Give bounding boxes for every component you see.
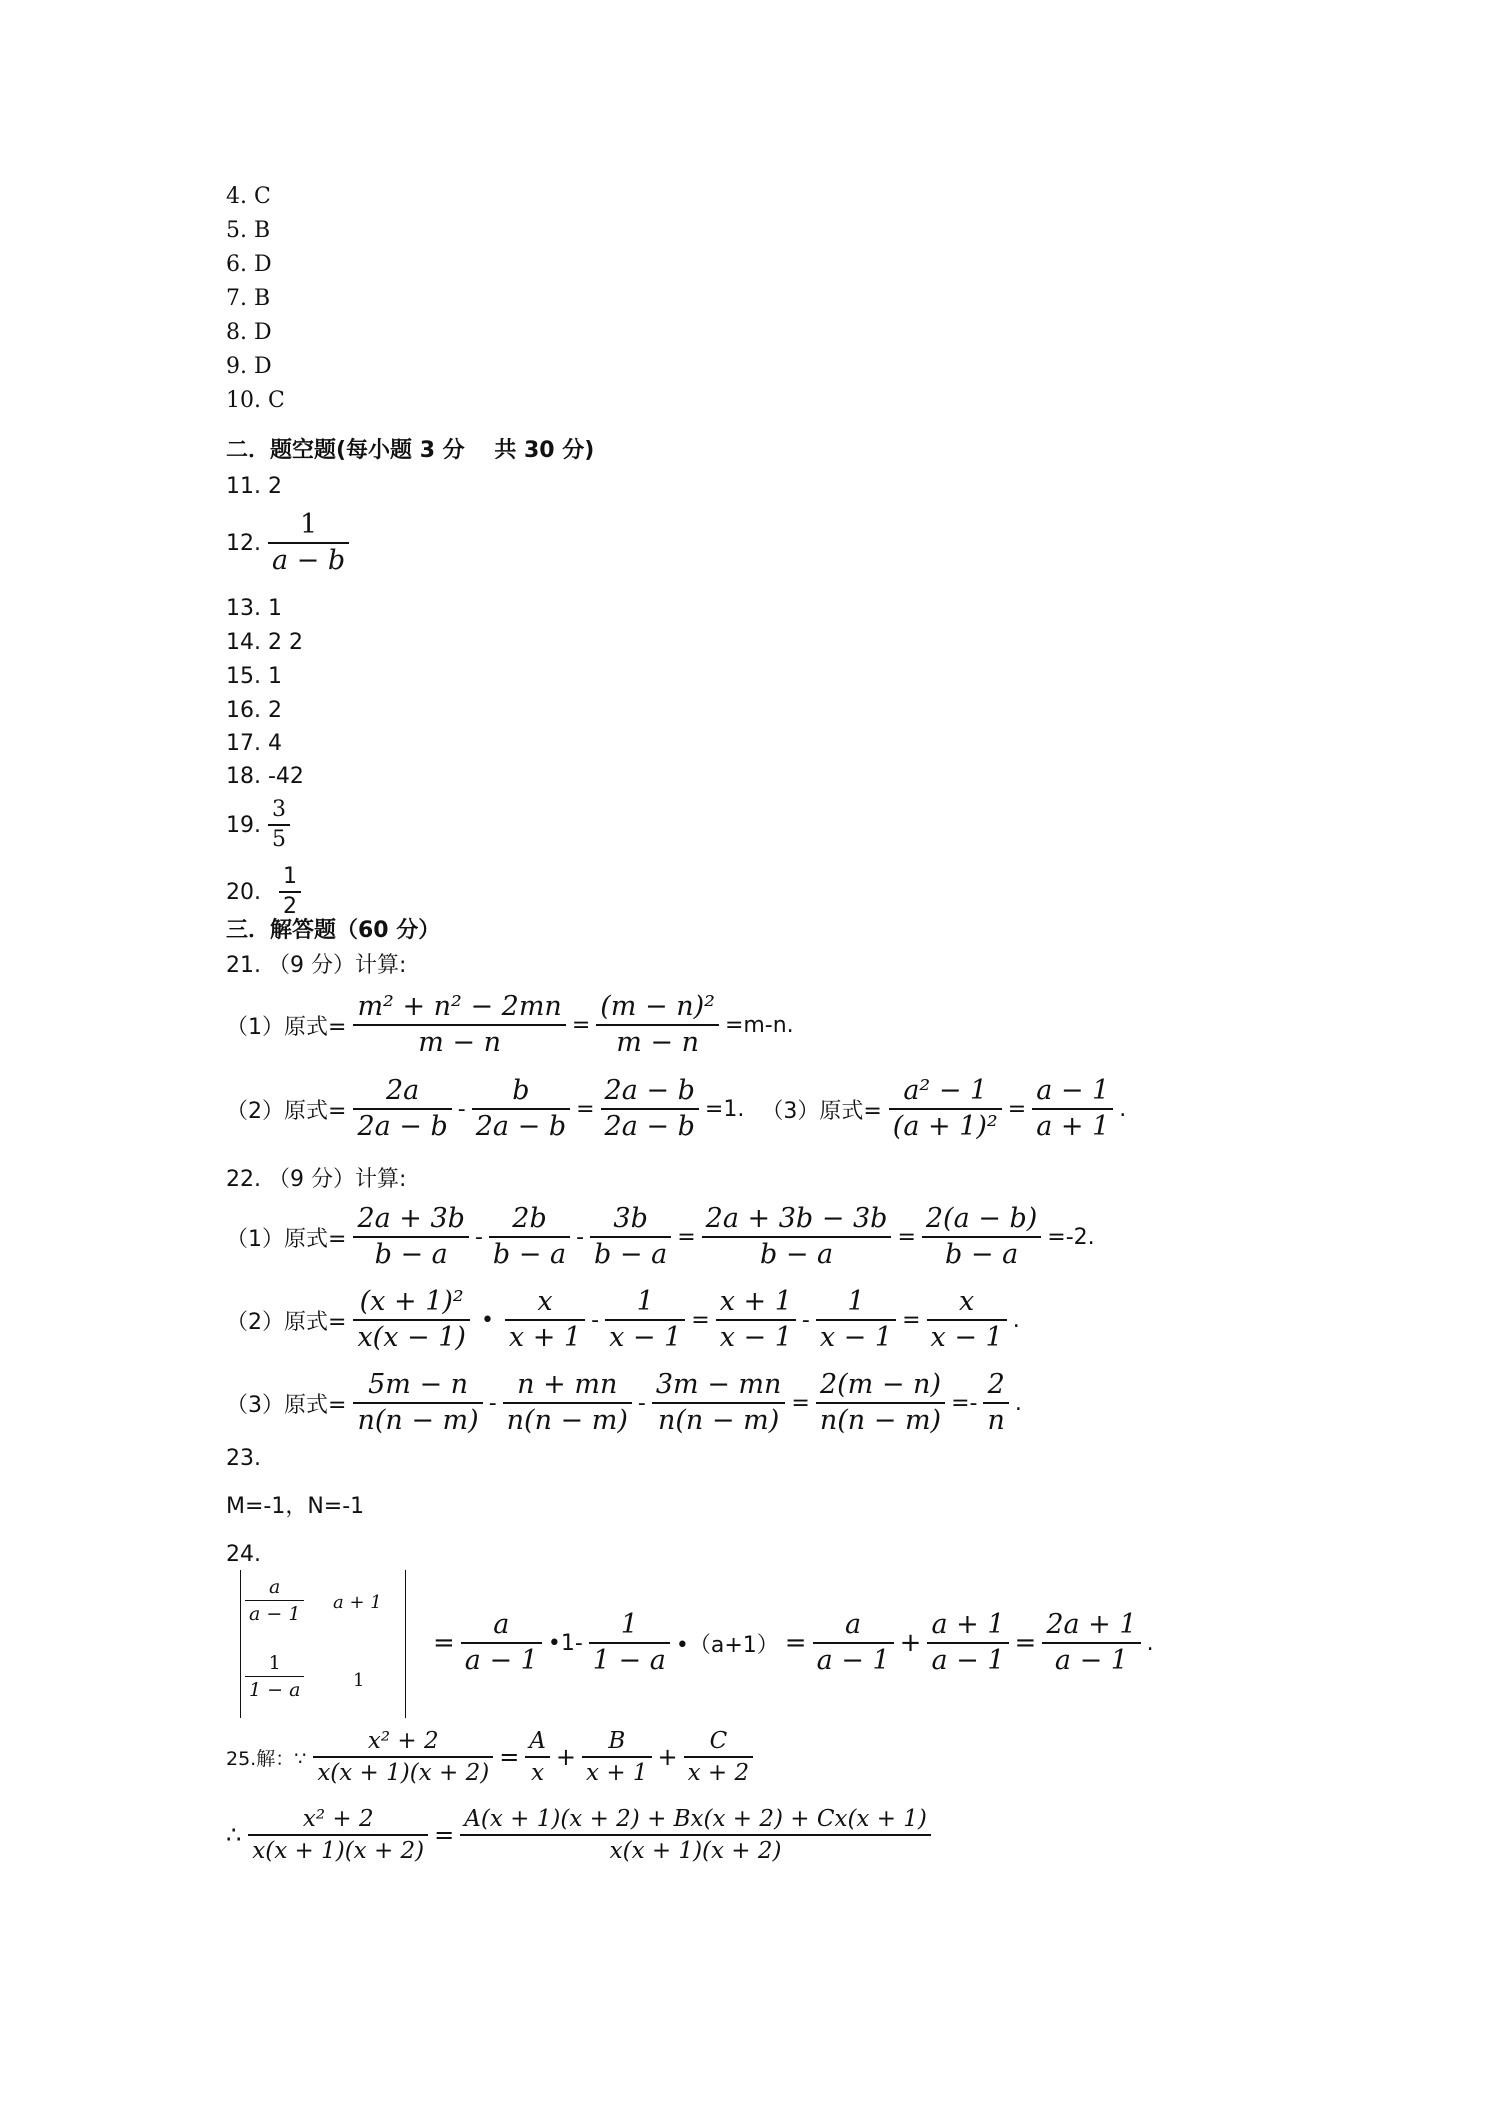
numerator: 3m − mn bbox=[655, 1369, 782, 1401]
q21-p3-label: （3）原式= bbox=[761, 1098, 882, 1124]
numerator: A bbox=[529, 1728, 546, 1755]
mc-answer-10: 10. C bbox=[226, 388, 285, 413]
q22-p1-result: =-2. bbox=[1047, 1224, 1095, 1250]
mc-answer-8: 8. D bbox=[226, 320, 272, 345]
q12-numerator: 1 bbox=[299, 509, 318, 541]
fill-answer-13: 13. 1 bbox=[226, 596, 282, 621]
q12-label: 12. bbox=[226, 530, 261, 556]
numerator: a² − 1 bbox=[903, 1075, 988, 1107]
equals-sign: = bbox=[677, 1224, 696, 1250]
equals-minus-sign: =- bbox=[951, 1390, 978, 1416]
mc-answer-9: 9. D bbox=[226, 354, 272, 379]
numerator: A(x + 1)(x + 2) + Bx(x + 2) + Cx(x + 1) bbox=[464, 1806, 927, 1833]
determinant-cell-11 bbox=[245, 1574, 304, 1627]
q24-expression bbox=[430, 1604, 1157, 1682]
q22-p1-fraction-4 bbox=[702, 1202, 892, 1272]
denominator: a + 1 bbox=[1036, 1110, 1110, 1142]
q20-denominator: 2 bbox=[283, 893, 297, 919]
denominator: 1 − a bbox=[592, 1644, 666, 1676]
plus-sign: + bbox=[555, 1743, 577, 1771]
denominator: b − a bbox=[374, 1238, 448, 1270]
determinant-cell-22: 1 bbox=[353, 1670, 365, 1691]
numerator: a + 1 bbox=[931, 1609, 1005, 1641]
q24-mid-2: •（a+1） bbox=[675, 1632, 779, 1658]
denominator: x + 1 bbox=[508, 1321, 582, 1353]
q21-p3-fraction-2 bbox=[1032, 1074, 1113, 1144]
equals-sign: = bbox=[1007, 1096, 1027, 1122]
mc-answer-5: 5. B bbox=[226, 218, 271, 243]
denominator: n(n − m) bbox=[357, 1404, 479, 1436]
q19-denominator: 5 bbox=[272, 826, 286, 852]
denominator: (a + 1)² bbox=[892, 1110, 998, 1142]
denominator: 2a − b bbox=[604, 1110, 695, 1142]
numerator: 3b bbox=[613, 1203, 648, 1235]
q21-p3-fraction-1 bbox=[889, 1074, 1002, 1144]
numerator: 2a + 3b − 3b bbox=[705, 1203, 888, 1235]
numerator: 2a − b bbox=[604, 1075, 695, 1107]
q23-heading: 23. bbox=[226, 1446, 261, 1471]
fill-answer-16: 16. 2 bbox=[226, 698, 282, 723]
q24-heading: 24. bbox=[226, 1542, 261, 1567]
numerator: C bbox=[709, 1728, 728, 1755]
numerator: 1 bbox=[620, 1609, 638, 1641]
numerator: a − 1 bbox=[1036, 1075, 1110, 1107]
fill-answer-12 bbox=[226, 503, 352, 583]
q21-p1-result: =m-n. bbox=[724, 1012, 794, 1038]
mc-answer-4: 4. C bbox=[226, 184, 271, 209]
therefore-symbol: ∴ bbox=[226, 1821, 242, 1849]
q19-fraction bbox=[268, 796, 290, 854]
denominator: a − 1 bbox=[816, 1644, 890, 1676]
denominator: a − 1 bbox=[464, 1644, 538, 1676]
numerator: 2(m − n) bbox=[819, 1369, 941, 1401]
denominator: m − n bbox=[616, 1026, 699, 1058]
numerator: 1 bbox=[847, 1286, 865, 1318]
q22-heading: 22. （9 分）计算: bbox=[226, 1167, 407, 1192]
equals-sign: = bbox=[571, 1012, 591, 1038]
q24-determinant bbox=[240, 1570, 406, 1718]
q21-p2-fraction-2 bbox=[472, 1074, 570, 1144]
q25-label: 25.解：∵ bbox=[226, 1747, 307, 1770]
numerator: n + mn bbox=[517, 1369, 618, 1401]
q22-p2-fraction-6 bbox=[927, 1285, 1007, 1355]
denominator: n bbox=[987, 1404, 1005, 1436]
denominator: a − 1 bbox=[1054, 1644, 1128, 1676]
q23-answer: M=-1，N=-1 bbox=[226, 1494, 365, 1519]
denominator: a − 1 bbox=[931, 1644, 1005, 1676]
q24-fraction-5 bbox=[1042, 1608, 1140, 1678]
q21-p2-fraction-1 bbox=[353, 1074, 451, 1144]
denominator: a − 1 bbox=[249, 1603, 301, 1625]
q12-denominator: a − b bbox=[272, 544, 346, 576]
numerator: x bbox=[959, 1286, 975, 1318]
q25-line-1 bbox=[226, 1725, 756, 1789]
numerator: (m − n)² bbox=[600, 991, 715, 1023]
denominator: x(x + 1)(x + 2) bbox=[609, 1837, 782, 1864]
q22-p2-fraction-1 bbox=[353, 1285, 470, 1355]
q21-p2-label: （2）原式= bbox=[226, 1098, 347, 1124]
denominator: n(n − m) bbox=[819, 1404, 942, 1436]
denominator: x − 1 bbox=[609, 1321, 682, 1353]
q22-p1-fraction-2 bbox=[489, 1202, 570, 1272]
period: . bbox=[1014, 1390, 1022, 1416]
section2-title: 二．题空题(每小题 3 分 共 30 分) bbox=[226, 438, 595, 463]
minus-sign: - bbox=[591, 1307, 600, 1333]
q24-fraction-3 bbox=[813, 1608, 894, 1678]
mc-answer-7: 7. B bbox=[226, 286, 271, 311]
q24-fraction-2 bbox=[589, 1608, 670, 1678]
numerator: 5m − n bbox=[368, 1369, 469, 1401]
q20-numerator: 1 bbox=[283, 864, 297, 890]
equals-sign: = bbox=[434, 1821, 455, 1849]
period: . bbox=[1119, 1096, 1127, 1122]
equals-sign: = bbox=[433, 1628, 455, 1658]
equals-sign: = bbox=[897, 1224, 916, 1250]
q22-part2 bbox=[226, 1281, 1023, 1359]
minus-sign: - bbox=[474, 1224, 483, 1250]
denominator: x − 1 bbox=[819, 1321, 893, 1353]
numerator: (x + 1)² bbox=[359, 1286, 464, 1318]
denominator: x + 1 bbox=[586, 1759, 648, 1786]
q22-p3-label: （3）原式= bbox=[226, 1392, 347, 1418]
numerator: 2b bbox=[512, 1203, 547, 1235]
denominator: n(n − m) bbox=[506, 1404, 628, 1436]
fill-answer-20 bbox=[226, 860, 304, 924]
q25-line-2 bbox=[226, 1803, 934, 1867]
minus-sign: - bbox=[488, 1390, 497, 1416]
q22-p1-fraction-5 bbox=[922, 1202, 1041, 1272]
q25-fraction-5 bbox=[248, 1804, 428, 1866]
minus-sign: - bbox=[637, 1390, 646, 1416]
q21-p1-fraction-1 bbox=[353, 990, 565, 1060]
denominator: 2a − b bbox=[475, 1110, 567, 1142]
multiply-dot: • bbox=[480, 1307, 494, 1333]
q21-p2-result: =1. bbox=[704, 1096, 745, 1122]
q25-fraction-3 bbox=[582, 1726, 652, 1788]
q22-part3 bbox=[226, 1364, 1025, 1442]
fill-answer-19 bbox=[226, 793, 293, 857]
equals-sign: = bbox=[576, 1096, 595, 1122]
numerator: a bbox=[493, 1609, 510, 1641]
fill-answer-11: 11. 2 bbox=[226, 474, 282, 499]
q22-part1 bbox=[226, 1198, 1098, 1276]
fill-answer-18: 18. -42 bbox=[226, 764, 304, 789]
equals-sign: = bbox=[791, 1390, 810, 1416]
q22-p1-fraction-1 bbox=[353, 1202, 469, 1272]
denominator: 1 − a bbox=[249, 1679, 301, 1701]
plus-sign: + bbox=[899, 1628, 922, 1658]
q21-p2-fraction-3 bbox=[601, 1074, 699, 1144]
equals-sign: = bbox=[1014, 1628, 1037, 1658]
numerator: 2a bbox=[385, 1075, 420, 1107]
numerator: a bbox=[269, 1576, 281, 1598]
denominator: x − 1 bbox=[930, 1321, 1003, 1353]
fill-answer-15: 15. 1 bbox=[226, 664, 282, 689]
numerator: 1 bbox=[636, 1286, 654, 1318]
minus-sign: - bbox=[801, 1307, 810, 1333]
q12-fraction bbox=[268, 508, 349, 578]
denominator: b − a bbox=[759, 1238, 834, 1270]
equals-sign: = bbox=[691, 1307, 710, 1333]
equals-sign: = bbox=[499, 1743, 520, 1771]
denominator: x + 2 bbox=[687, 1759, 750, 1786]
numerator: 2(a − b) bbox=[925, 1203, 1038, 1235]
denominator: b − a bbox=[492, 1238, 567, 1270]
q22-p3-fraction-2 bbox=[503, 1368, 632, 1438]
determinant-cell-12: a + 1 bbox=[333, 1592, 382, 1613]
section3-title: 三．解答题（60 分） bbox=[226, 918, 441, 943]
q22-p3-fraction-1 bbox=[353, 1368, 482, 1438]
denominator: 2a − b bbox=[357, 1110, 448, 1142]
q25-fraction-4 bbox=[684, 1726, 754, 1788]
denominator: n(n − m) bbox=[658, 1404, 780, 1436]
fill-answer-14: 14. 2 2 bbox=[226, 630, 303, 655]
q20-label: 20. bbox=[226, 879, 261, 905]
q21-heading: 21. （9 分）计算: bbox=[226, 953, 407, 978]
q22-p2-fraction-3 bbox=[605, 1285, 685, 1355]
q22-p2-label: （2）原式= bbox=[226, 1309, 347, 1335]
q21-p1-label: （1）原式= bbox=[226, 1014, 347, 1040]
fill-answer-17: 17. 4 bbox=[226, 731, 282, 756]
numerator: 2a + 3b bbox=[357, 1203, 465, 1235]
denominator: x(x + 1)(x + 2) bbox=[252, 1837, 425, 1864]
q22-p2-fraction-2 bbox=[505, 1285, 585, 1355]
q25-fraction-1 bbox=[313, 1726, 493, 1788]
period: . bbox=[1012, 1307, 1020, 1333]
denominator: x(x − 1) bbox=[357, 1321, 466, 1353]
numerator: a bbox=[845, 1609, 862, 1641]
plus-sign: + bbox=[657, 1743, 678, 1771]
numerator: 1 bbox=[268, 1652, 281, 1674]
minus-sign: - bbox=[457, 1096, 466, 1122]
denominator: x bbox=[531, 1759, 545, 1786]
q24-fraction-1 bbox=[461, 1608, 542, 1678]
numerator: x² + 2 bbox=[367, 1728, 439, 1755]
denominator: m − n bbox=[418, 1026, 502, 1058]
q20-fraction bbox=[279, 863, 301, 921]
denominator: b − a bbox=[945, 1238, 1019, 1270]
determinant-cell-21 bbox=[245, 1650, 304, 1703]
q19-label: 19. bbox=[226, 812, 261, 838]
equals-sign: = bbox=[784, 1628, 807, 1658]
mc-answer-6: 6. D bbox=[226, 252, 272, 277]
minus-sign: - bbox=[576, 1224, 585, 1250]
q22-p2-fraction-5 bbox=[816, 1285, 896, 1355]
denominator: x − 1 bbox=[719, 1321, 792, 1353]
q21-p1-fraction-2 bbox=[596, 990, 719, 1060]
q22-p1-fraction-3 bbox=[590, 1202, 671, 1272]
denominator: x(x + 1)(x + 2) bbox=[317, 1759, 490, 1786]
numerator: x bbox=[537, 1286, 553, 1318]
numerator: b bbox=[512, 1075, 530, 1107]
q25-fraction-2 bbox=[525, 1726, 550, 1788]
q25-fraction-6 bbox=[460, 1804, 931, 1866]
numerator: x + 1 bbox=[719, 1286, 792, 1318]
numerator: 2 bbox=[987, 1369, 1005, 1401]
q19-numerator: 3 bbox=[272, 797, 286, 823]
numerator: m² + n² − 2mn bbox=[357, 991, 562, 1023]
q21-part2-3 bbox=[226, 1070, 1129, 1148]
denominator: b − a bbox=[594, 1238, 668, 1270]
q22-p3-fraction-5 bbox=[983, 1368, 1008, 1438]
q21-part1 bbox=[226, 986, 797, 1064]
numerator: 2a + 1 bbox=[1046, 1609, 1137, 1641]
numerator: x² + 2 bbox=[302, 1806, 374, 1833]
q22-p3-fraction-3 bbox=[652, 1368, 786, 1438]
q24-mid-1: •1- bbox=[547, 1630, 583, 1656]
q22-p2-fraction-4 bbox=[716, 1285, 796, 1355]
period: . bbox=[1146, 1630, 1154, 1656]
equals-sign: = bbox=[902, 1307, 921, 1333]
q22-p3-fraction-4 bbox=[816, 1368, 945, 1438]
q24-fraction-4 bbox=[927, 1608, 1008, 1678]
numerator: B bbox=[608, 1728, 626, 1755]
q22-p1-label: （1）原式= bbox=[226, 1226, 347, 1252]
